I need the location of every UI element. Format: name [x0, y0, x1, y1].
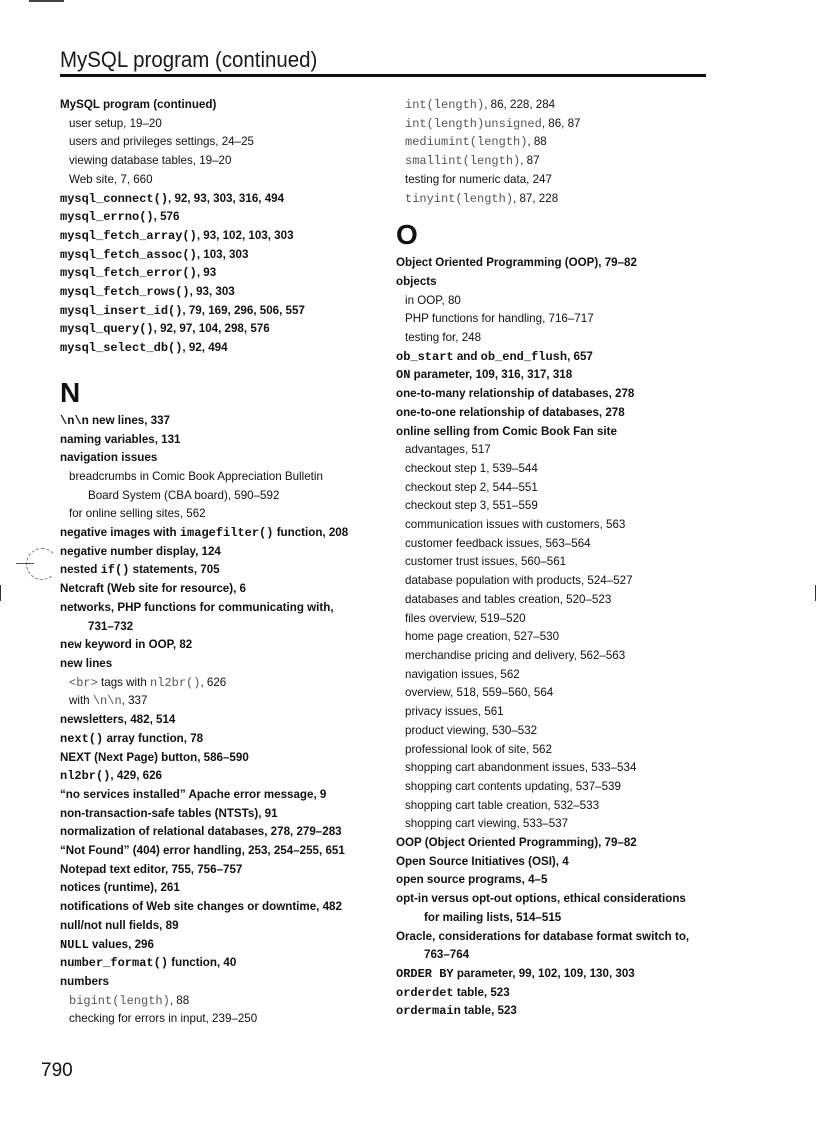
entry-text: online selling from Comic Book Fan site [396, 424, 617, 438]
index-subentry [396, 535, 716, 554]
index-subentry [396, 815, 716, 834]
entry-text: breadcrumbs in Comic Book Appreciation Bulletin [69, 469, 323, 483]
entry-text: notices (runtime), 261 [60, 881, 180, 895]
index-entry [60, 339, 380, 358]
index-subentry [396, 722, 716, 741]
entry-text: function, 40 [168, 956, 237, 970]
index-entry [396, 254, 716, 273]
index-entry [60, 412, 380, 431]
entry-text: , 88 [169, 993, 190, 1007]
index-subentry [396, 741, 716, 760]
entry-text: one-to-many relationship of databases, 278 [396, 387, 635, 401]
index-entry [60, 805, 380, 824]
code-term: mediumint(length) [405, 135, 528, 150]
entry-text: negative images with [60, 526, 180, 540]
index-subentry [60, 171, 380, 190]
entry-text: Object Oriented Programming (OOP), 79–82 [396, 256, 637, 270]
index-entry [60, 786, 380, 805]
index-entry [60, 917, 380, 936]
index-entry [60, 954, 380, 973]
index-subentry [396, 441, 716, 460]
entry-text: 731–732 [88, 619, 134, 633]
entry-text: shopping cart viewing, 533–537 [405, 817, 569, 831]
entry-text: , 93, 102, 103, 303 [196, 228, 294, 242]
code-term: mysql_errno() [60, 210, 154, 225]
code-term: orderdet [396, 985, 454, 1000]
entry-text: , 87 [520, 154, 540, 168]
entry-text: parameter, 109, 316, 317, 318 [410, 368, 573, 382]
binding-mark-left [0, 585, 1, 601]
entry-text: naming variables, 131 [60, 432, 181, 446]
index-entry [396, 984, 716, 1003]
entry-text: shopping cart abandonment issues, 533–534 [405, 761, 637, 775]
index-subentry [396, 516, 716, 535]
entry-text: database population with products, 524–527 [405, 574, 633, 588]
entry-text: opt-in versus opt-out options, ethical considerations [396, 892, 686, 906]
entry-text: merchandise pricing and delivery, 562–563 [405, 648, 626, 662]
index-subentry [396, 292, 716, 311]
code-term: imagefilter() [179, 526, 274, 541]
entry-text: table, 523 [460, 1004, 517, 1018]
entry-text: databases and tables creation, 520–523 [405, 592, 612, 606]
code-term: NULL [60, 937, 89, 952]
entry-text: checkout step 2, 544–551 [405, 480, 538, 494]
index-entry [60, 227, 380, 246]
index-entry [60, 302, 380, 321]
entry-text: checking for errors in input, 239–250 [69, 1012, 258, 1026]
index-subentry [396, 479, 716, 498]
index-subentry [60, 692, 380, 711]
index-entry [60, 190, 380, 209]
entry-text: , 93 [196, 266, 217, 280]
entry-text: normalization of relational databases, 278, 279–283 [60, 825, 342, 839]
entry-text: newsletters, 482, 514 [60, 713, 176, 727]
code-term: mysql_select_db() [60, 341, 183, 356]
entry-text: , 93, 303 [189, 285, 235, 299]
entry-text: for mailing lists, 514–515 [424, 910, 562, 924]
index-entry [60, 879, 380, 898]
index-entry [396, 928, 716, 947]
entry-text: communication issues with customers, 563 [405, 518, 626, 532]
index-column-left [60, 96, 380, 1029]
index-entry [396, 423, 716, 442]
entry-text: , 626 [200, 675, 227, 689]
entry-text: testing for, 248 [405, 331, 482, 345]
entry-text: navigation issues [60, 451, 158, 465]
code-term: nl2br() [60, 769, 111, 784]
code-term: if() [100, 563, 130, 578]
index-entry [60, 208, 380, 227]
code-term: tinyint(length) [405, 191, 514, 206]
entry-text: shopping cart table creation, 532–533 [405, 798, 600, 812]
entry-text: “no services installed” Apache error message, 9 [60, 787, 327, 801]
index-subentry [396, 115, 716, 134]
entry-text: with [69, 694, 93, 708]
section-letter [60, 378, 380, 408]
index-subentry [396, 759, 716, 778]
entry-text: product viewing, 530–532 [405, 723, 538, 737]
index-subentry [396, 647, 716, 666]
code-term: <br> [69, 675, 98, 690]
entry-text: , 86, 87 [541, 116, 581, 130]
entry-text: , 79, 169, 296, 506, 557 [182, 303, 305, 317]
index-entry [60, 936, 380, 955]
entry-text: privacy issues, 561 [405, 705, 504, 719]
index-entry [60, 524, 380, 543]
code-term: new [60, 638, 82, 653]
index-entry [396, 834, 716, 853]
index-entry [60, 973, 380, 992]
index-entry [60, 898, 380, 917]
entry-text: values, 296 [88, 937, 154, 951]
index-entry [396, 404, 716, 423]
index-entry [396, 385, 716, 404]
entry-text: O [396, 219, 418, 251]
index-entry [396, 965, 716, 984]
entry-text: networks, PHP functions for communicating with, [60, 600, 334, 614]
entry-text: one-to-one relationship of databases, 278 [396, 405, 625, 419]
entry-text: Notepad text editor, 755, 756–757 [60, 862, 243, 876]
entry-text: , 92, 93, 303, 316, 494 [168, 191, 285, 205]
entry-text: nested [60, 563, 101, 577]
entry-text: negative number display, 124 [60, 544, 221, 558]
index-subentry [396, 133, 716, 152]
entry-text: open source programs, 4–5 [396, 873, 548, 887]
entry-text: parameter, 99, 102, 109, 130, 303 [453, 966, 635, 980]
code-term: int(length) [405, 98, 485, 112]
entry-text: for online selling sites, 562 [69, 507, 206, 521]
entry-text: testing for numeric data, 247 [405, 172, 552, 186]
punch-hole-tick [16, 563, 34, 564]
entry-text: “Not Found” (404) error handling, 253, 254–255, 651 [60, 844, 345, 858]
entry-text: , 92, 97, 104, 298, 576 [153, 322, 270, 336]
entry-text: , 103, 303 [196, 247, 249, 261]
index-subentry [396, 666, 716, 685]
index-entry [60, 636, 380, 655]
code-term: ORDER BY [396, 966, 454, 981]
index-entry [396, 890, 716, 909]
index-entry [60, 767, 380, 786]
index-entry [396, 946, 716, 965]
entry-text: Board System (CBA board), 590–592 [88, 488, 280, 502]
index-entry [60, 861, 380, 880]
entry-text: statements, 705 [129, 563, 220, 577]
index-subentry [60, 468, 380, 487]
entry-text: NEXT (Next Page) button, 586–590 [60, 750, 249, 764]
entry-text: users and privileges settings, 24–25 [69, 135, 254, 149]
code-term: \n\n [92, 694, 122, 709]
entry-text: 763–764 [424, 948, 470, 962]
entry-text: OOP (Object Oriented Programming), 79–82 [396, 836, 637, 850]
code-term: ordermain [396, 1004, 461, 1019]
entry-text: new lines [60, 656, 113, 670]
code-term: ob_end_flush [480, 349, 568, 364]
index-subentry [60, 115, 380, 134]
index-subentry [60, 674, 380, 693]
index-column-right [396, 96, 716, 1021]
entry-text: new lines, 337 [88, 413, 171, 427]
index-subentry [396, 591, 716, 610]
index-entry [60, 655, 380, 674]
entry-text: PHP functions for handling, 716–717 [405, 312, 594, 326]
index-subentry [396, 553, 716, 572]
entry-text: null/not null fields, 89 [60, 918, 179, 932]
index-entry [60, 543, 380, 562]
index-entry [60, 599, 380, 618]
entry-text: array function, 78 [103, 731, 204, 745]
entry-text: objects [396, 274, 437, 288]
index-entry [60, 96, 380, 115]
index-subentry [60, 1010, 380, 1029]
index-entry [396, 366, 716, 385]
index-subentry [396, 778, 716, 797]
entry-text: user setup, 19–20 [69, 116, 162, 130]
code-term: mysql_fetch_rows() [60, 285, 190, 300]
entry-text: , 429, 626 [110, 769, 162, 783]
page-number: 790 [41, 1060, 73, 1081]
index-entry [60, 561, 380, 580]
index-entry [60, 842, 380, 861]
index-subentry [60, 487, 380, 506]
entry-text: checkout step 1, 539–544 [405, 461, 538, 475]
index-entry [60, 580, 380, 599]
entry-text: table, 523 [453, 985, 510, 999]
entry-text: Open Source Initiatives (OSI), 4 [396, 854, 569, 868]
entry-text: Web site, 7, 660 [69, 172, 153, 186]
index-subentry [396, 190, 716, 209]
index-subentry [396, 497, 716, 516]
top-rule-fragment [29, 0, 64, 2]
entry-text: advantages, 517 [405, 443, 491, 457]
code-term: ON [396, 368, 411, 383]
entry-text: notifications of Web site changes or downtime, 482 [60, 900, 342, 914]
index-subentry [396, 460, 716, 479]
code-term: \n\n [60, 413, 89, 428]
entry-text: , 92, 494 [182, 341, 228, 355]
index-entry [60, 730, 380, 749]
entry-text: and [453, 349, 481, 363]
header-rule [60, 74, 706, 77]
code-term: mysql_query() [60, 322, 154, 337]
code-term: next() [60, 731, 104, 746]
code-term: int(length)unsigned [405, 116, 542, 131]
index-subentry [396, 797, 716, 816]
entry-text: customer trust issues, 560–561 [405, 555, 567, 569]
entry-text: shopping cart contents updating, 537–539 [405, 779, 621, 793]
index-subentry [60, 133, 380, 152]
entry-text: overview, 518, 559–560, 564 [405, 686, 554, 700]
code-term: mysql_insert_id() [60, 303, 183, 318]
entry-text: , 576 [153, 210, 180, 224]
index-entry [396, 909, 716, 928]
index-subentry [396, 572, 716, 591]
entry-text: customer feedback issues, 563–564 [405, 536, 591, 550]
entry-text: Netcraft (Web site for resource), 6 [60, 582, 246, 596]
index-subentry [396, 684, 716, 703]
index-subentry [60, 152, 380, 171]
code-term: mysql_fetch_error() [60, 266, 197, 281]
index-entry [396, 348, 716, 367]
entry-text: , 86, 228, 284 [484, 98, 556, 111]
code-term: nl2br() [150, 675, 201, 690]
entry-text: , 337 [121, 694, 148, 708]
entry-text: viewing database tables, 19–20 [69, 154, 232, 168]
index-entry [396, 853, 716, 872]
index-entry [60, 264, 380, 283]
index-subentry [396, 703, 716, 722]
code-term: ob_start [396, 349, 454, 364]
entry-text: function, 208 [273, 526, 349, 540]
entry-text: , 88 [527, 135, 547, 149]
entry-text: in OOP, 80 [405, 293, 461, 307]
code-term: mysql_fetch_array() [60, 228, 197, 243]
entry-text: N [60, 376, 81, 408]
index-subentry [396, 329, 716, 348]
entry-text: , 657 [567, 349, 593, 363]
punch-hole-mark [26, 548, 58, 580]
index-entry [60, 283, 380, 302]
entry-text: home page creation, 527–530 [405, 630, 560, 644]
index-entry [60, 431, 380, 450]
running-header: MySQL program (continued) [60, 47, 318, 72]
entry-text: navigation issues, 562 [405, 667, 520, 681]
index-subentry [60, 992, 380, 1011]
entry-text: , 87, 228 [513, 191, 559, 205]
index-entry [60, 823, 380, 842]
index-subentry [396, 628, 716, 647]
code-term: number_format() [60, 956, 169, 971]
entry-text: non-transaction-safe tables (NTSTs), 91 [60, 806, 278, 820]
index-subentry [396, 610, 716, 629]
index-entry [60, 449, 380, 468]
index-entry [60, 711, 380, 730]
index-entry [396, 1002, 716, 1021]
entry-text: MySQL program (continued) [60, 98, 217, 111]
index-entry [60, 618, 380, 637]
index-subentry [396, 310, 716, 329]
index-subentry [396, 96, 716, 115]
code-term: mysql_fetch_assoc() [60, 247, 197, 262]
index-entry [60, 749, 380, 768]
index-entry [396, 871, 716, 890]
index-subentry [60, 505, 380, 524]
code-term: smallint(length) [405, 154, 521, 169]
entry-text: numbers [60, 974, 109, 988]
entry-text: checkout step 3, 551–559 [405, 499, 538, 513]
entry-text: Oracle, considerations for database format switch to, [396, 929, 690, 943]
code-term: mysql_connect() [60, 191, 169, 206]
entry-text: professional look of site, 562 [405, 742, 552, 756]
entry-text: keyword in OOP, 82 [81, 638, 193, 652]
section-letter [396, 220, 716, 250]
index-entry [60, 246, 380, 265]
code-term: bigint(length) [69, 993, 170, 1008]
index-entry [60, 320, 380, 339]
index-subentry [396, 171, 716, 190]
entry-text: files overview, 519–520 [405, 611, 526, 625]
entry-text: tags with [97, 675, 151, 689]
index-entry [396, 273, 716, 292]
index-subentry [396, 152, 716, 171]
